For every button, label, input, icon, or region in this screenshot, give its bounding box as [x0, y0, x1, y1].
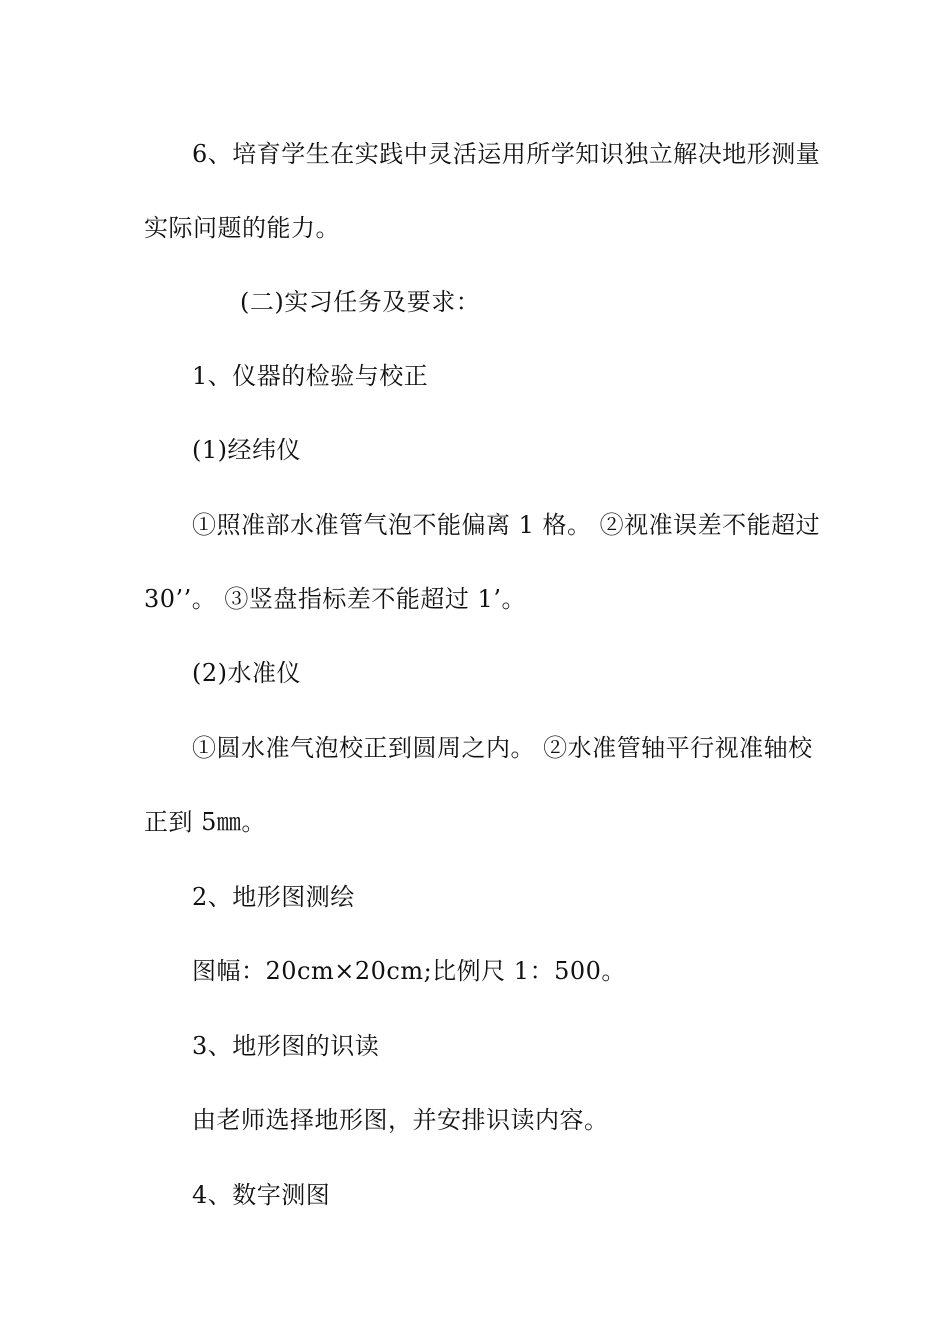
subheading-theodolite: (1)经纬仪 [192, 436, 301, 464]
level-requirements-line-1: ①圆水准气泡校正到圆周之内。 ②水准管轴平行视准轴校 [192, 734, 813, 762]
item-heading-topographic-mapping: 2、地形图测绘 [192, 883, 355, 911]
paragraph-goal-6-line-2: 实际问题的能力。 [144, 214, 340, 242]
item-heading-map-reading: 3、地形图的识读 [192, 1032, 380, 1060]
mapping-spec: 图幅：20cm×20cm;比例尺 1：500。 [192, 957, 626, 985]
map-reading-description: 由老师选择地形图，并安排识读内容。 [192, 1106, 609, 1134]
theodolite-requirements-line-2: 30’’。 ③竖盘指标差不能超过 1’。 [144, 585, 526, 613]
level-requirements-line-2: 正到 5㎜。 [144, 808, 266, 836]
item-heading-instrument-check: 1、仪器的检验与校正 [192, 362, 429, 390]
paragraph-goal-6-line-1: 6、培育学生在实践中灵活运用所学知识独立解决地形测量 [192, 140, 821, 168]
item-heading-digital-mapping: 4、数字测图 [192, 1181, 331, 1209]
theodolite-requirements-line-1: ①照准部水准管气泡不能偏离 1 格。 ②视准误差不能超过 [192, 511, 821, 539]
subheading-level: (2)水准仪 [192, 659, 301, 687]
section-heading-tasks: (二)实习任务及要求： [240, 288, 481, 316]
